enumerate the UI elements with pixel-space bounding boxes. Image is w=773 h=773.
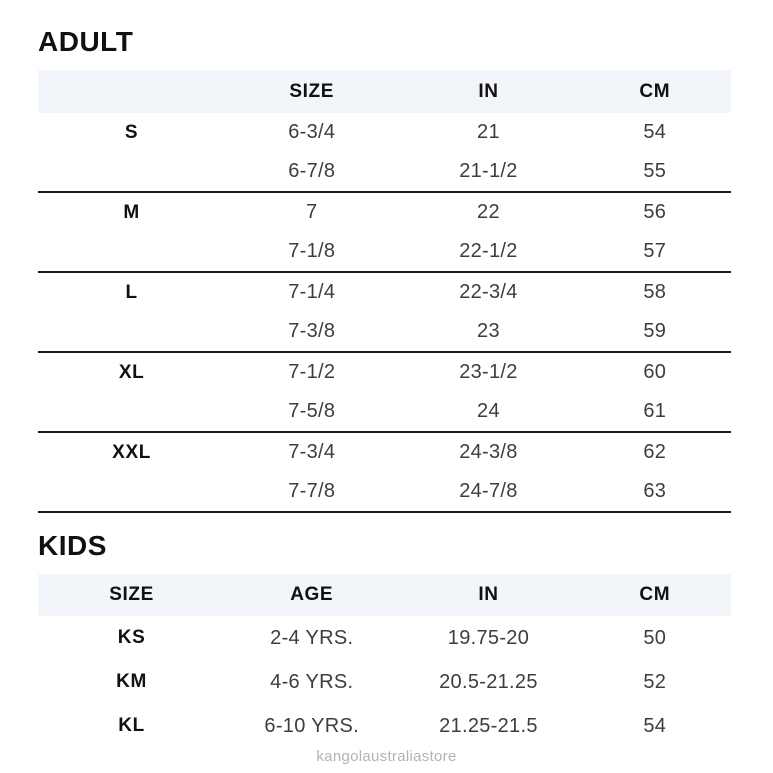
cm-value: 61 (643, 400, 667, 422)
cm-value: 60 (643, 361, 667, 383)
in-value: 19.75-20 (447, 626, 530, 649)
in-value: 22-1/2 (459, 240, 518, 262)
table-row (38, 273, 731, 312)
adult-size-group-xxl (38, 433, 731, 513)
in-value: 24 (477, 400, 500, 422)
kids-table-header-row (38, 574, 731, 616)
cm-value: 57 (643, 240, 667, 262)
adult-size-group-l (38, 273, 731, 353)
cm-value: 58 (643, 281, 667, 303)
cm-value: 62 (643, 441, 667, 463)
adult-size-group-s (38, 113, 731, 193)
in-value: 21 (477, 121, 500, 143)
cm-value: 55 (643, 160, 667, 182)
size-value: 7-1/2 (288, 361, 336, 383)
age-value: 4-6 YRS. (270, 670, 354, 693)
adult-size-table (38, 70, 731, 513)
cm-value: 54 (643, 121, 667, 143)
in-value: 21-1/2 (459, 160, 518, 182)
in-value: 24-7/8 (459, 480, 518, 502)
table-row (38, 152, 731, 191)
kids-size-table (38, 574, 731, 748)
size-value: 7-3/8 (288, 320, 336, 342)
kids-header-in: IN (478, 584, 499, 605)
table-row (38, 232, 731, 271)
age-value: 2-4 YRS. (270, 626, 354, 649)
table-row (38, 193, 731, 232)
size-label: M (123, 201, 140, 223)
in-value: 21.25-21.5 (439, 714, 538, 737)
kids-section (38, 530, 731, 748)
in-value: 23 (477, 320, 500, 342)
size-label: KM (116, 671, 147, 692)
watermark: kangolaustraliastore (316, 748, 457, 765)
in-value: 23-1/2 (459, 361, 518, 383)
adult-size-group-m (38, 193, 731, 273)
in-value: 22-3/4 (459, 281, 518, 303)
size-label: KS (117, 627, 146, 648)
table-row (38, 660, 731, 704)
size-value: 7-1/4 (288, 281, 336, 303)
size-value: 7-1/8 (288, 240, 336, 262)
cm-value: 56 (643, 201, 667, 223)
table-row (38, 312, 731, 351)
adult-header-size: SIZE (289, 80, 335, 102)
cm-value: 59 (643, 320, 667, 342)
cm-value: 54 (643, 714, 667, 737)
size-value: 7-5/8 (288, 400, 336, 422)
size-value: 7-7/8 (288, 480, 336, 502)
adult-header-in: IN (478, 80, 499, 102)
table-row (38, 472, 731, 511)
adult-table-header-row (38, 70, 731, 113)
size-label: S (124, 121, 139, 143)
in-value: 20.5-21.25 (439, 670, 538, 693)
table-row (38, 704, 731, 748)
size-label: KL (118, 715, 145, 736)
kids-header-size: SIZE (109, 584, 154, 605)
in-value: 22 (477, 201, 500, 223)
size-label: XXL (112, 441, 151, 463)
adult-header-cm: CM (639, 80, 671, 102)
table-row (38, 433, 731, 472)
table-row (38, 392, 731, 431)
size-value: 6-7/8 (288, 160, 336, 182)
adult-section (38, 26, 731, 513)
size-value: 7-3/4 (288, 441, 336, 463)
size-value: 7 (306, 201, 318, 223)
in-value: 24-3/8 (459, 441, 518, 463)
table-row (38, 353, 731, 392)
size-value: 6-3/4 (288, 121, 336, 143)
size-label: XL (118, 361, 145, 383)
cm-value: 63 (643, 480, 667, 502)
kids-header-cm: CM (639, 584, 671, 605)
size-label: L (125, 281, 138, 303)
kids-section-title: KIDS (38, 530, 107, 561)
adult-size-group-xl (38, 353, 731, 433)
adult-section-title: ADULT (38, 26, 134, 57)
kids-header-age: AGE (290, 584, 334, 605)
table-row (38, 113, 731, 152)
cm-value: 50 (643, 626, 667, 649)
table-row (38, 616, 731, 660)
cm-value: 52 (643, 670, 667, 693)
age-value: 6-10 YRS. (264, 714, 360, 737)
